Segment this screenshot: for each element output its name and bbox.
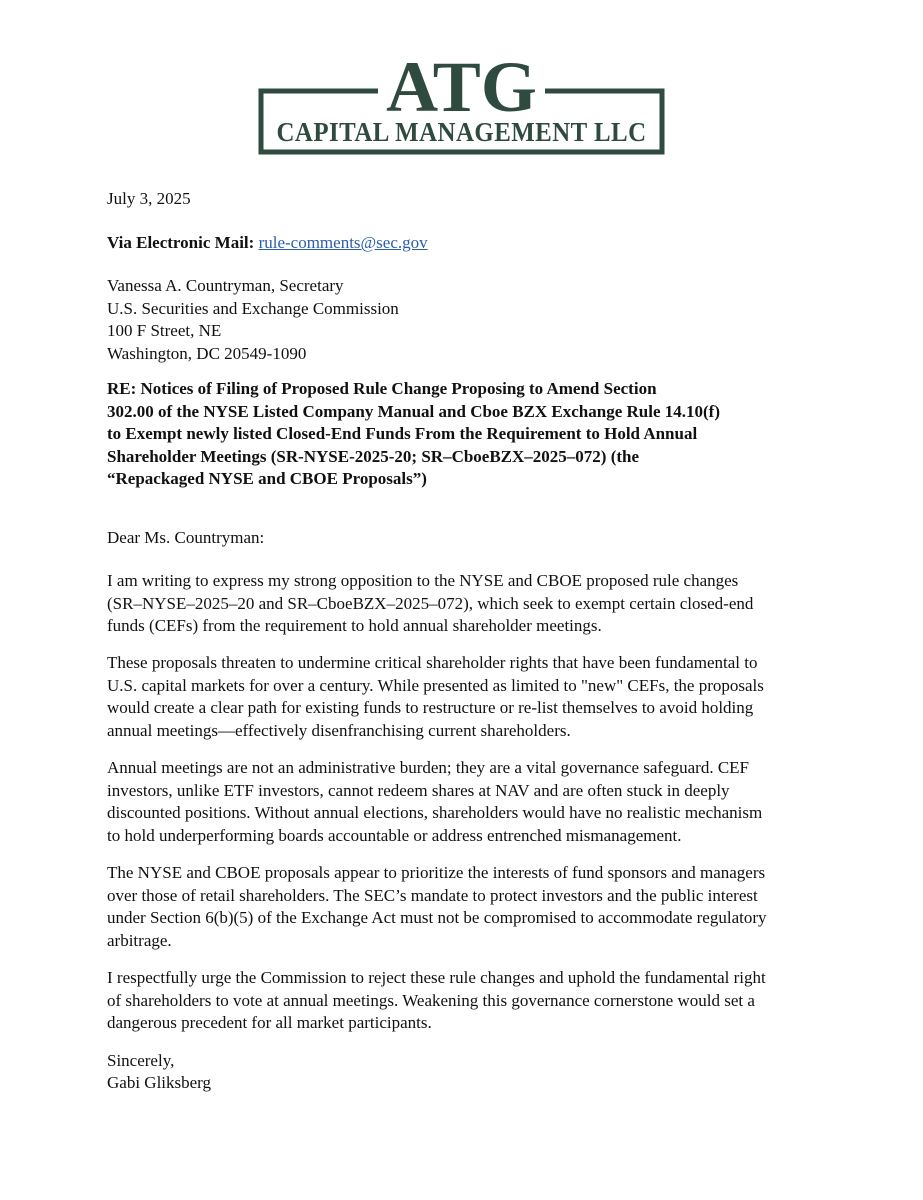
subject-line: “Repackaged NYSE and CBOE Proposals”) — [107, 469, 427, 488]
closing: Sincerely, — [107, 1051, 175, 1070]
paragraph-line: annual meetings—effectively disenfranchising current shareholders. — [107, 720, 571, 740]
subject-line: to Exempt newly listed Closed-End Funds From the Requirement to Hold Annual — [107, 424, 698, 443]
paragraph-line: funds (CEFs) from the requirement to hold annual shareholder meetings. — [107, 616, 602, 635]
paragraph-line: (SR–NYSE–2025–20 and SR–CboeBZX–2025–072), which seek to exempt certain closed-end — [107, 593, 754, 613]
company-logo — [0, 48, 923, 168]
paragraph-line: to hold underperforming boards accountable or address entrenched mismanagement. — [107, 825, 682, 845]
body-paragraph-4 — [107, 862, 867, 952]
email-link[interactable]: rule-comments@sec.gov — [258, 233, 428, 252]
logo-company-name: CAPITAL MANAGEMENT LLC — [276, 117, 647, 147]
paragraph-line: I respectfully urge the Commission to reject these rule changes and uphold the fundamental right — [107, 968, 766, 987]
subject-line: 302.00 of the NYSE Listed Company Manual and Cboe BZX Exchange Rule 14.10(f) — [107, 401, 720, 421]
paragraph-line: U.S. capital markets for over a century. While presented as limited to "new" CEFs, the proposals — [107, 675, 764, 695]
body-paragraph-2 — [107, 652, 867, 742]
delivery-label: Via Electronic Mail: — [107, 233, 255, 252]
body-paragraph-5 — [107, 967, 867, 1035]
recipient-address — [107, 275, 867, 365]
salutation: Dear Ms. Countryman: — [107, 528, 265, 547]
paragraph-line: of shareholders to vote at annual meetings. Weakening this governance cornerstone would set a — [107, 990, 755, 1010]
paragraph-line: over those of retail shareholders. The SEC’s mandate to protect investors and the public interest — [107, 885, 758, 905]
subject-line: Shareholder Meetings (SR-NYSE-2025-20; SR–CboeBZX–2025–072) (the — [107, 446, 640, 466]
paragraph-line: under Section 6(b)(5) of the Exchange Act must not be compromised to accommodate regulatory — [107, 908, 767, 927]
address-line: U.S. Securities and Exchange Commission — [107, 298, 399, 318]
paragraph-line: arbitrage. — [107, 930, 172, 950]
paragraph-line: would create a clear path for existing funds to restructure or re-list themselves to avoid holding — [107, 698, 754, 717]
letter-date: July 3, 2025 — [107, 189, 191, 208]
address-line: Washington, DC 20549-1090 — [107, 343, 307, 363]
paragraph-line: discounted positions. Without annual elections, shareholders would have no realistic mechanism — [107, 803, 763, 822]
subject-line: RE: Notices of Filing of Proposed Rule Change Proposing to Amend Section — [107, 379, 657, 398]
paragraph-line: investors, unlike ETF investors, cannot redeem shares at NAV and are often stuck in deeply — [107, 780, 730, 800]
delivery-line — [107, 232, 867, 255]
address-line: Vanessa A. Countryman, Secretary — [107, 276, 344, 295]
body-paragraph-1 — [107, 570, 867, 638]
paragraph-line: The NYSE and CBOE proposals appear to prioritize the interests of fund sponsors and managers — [107, 863, 766, 882]
body-paragraph-3 — [107, 757, 867, 847]
paragraph-line: Annual meetings are not an administrative burden; they are a vital governance safeguard. CEF — [107, 758, 749, 777]
signer-name: Gabi Gliksberg — [107, 1073, 212, 1092]
paragraph-line: I am writing to express my strong opposition to the NYSE and CBOE proposed rule changes — [107, 571, 739, 590]
paragraph-line: dangerous precedent for all market participants. — [107, 1013, 432, 1032]
address-line: 100 F Street, NE — [107, 321, 222, 340]
subject-heading — [107, 378, 787, 491]
logo-initials: ATG — [386, 48, 537, 127]
paragraph-line: These proposals threaten to undermine critical shareholder rights that have been fundamental to — [107, 653, 758, 672]
